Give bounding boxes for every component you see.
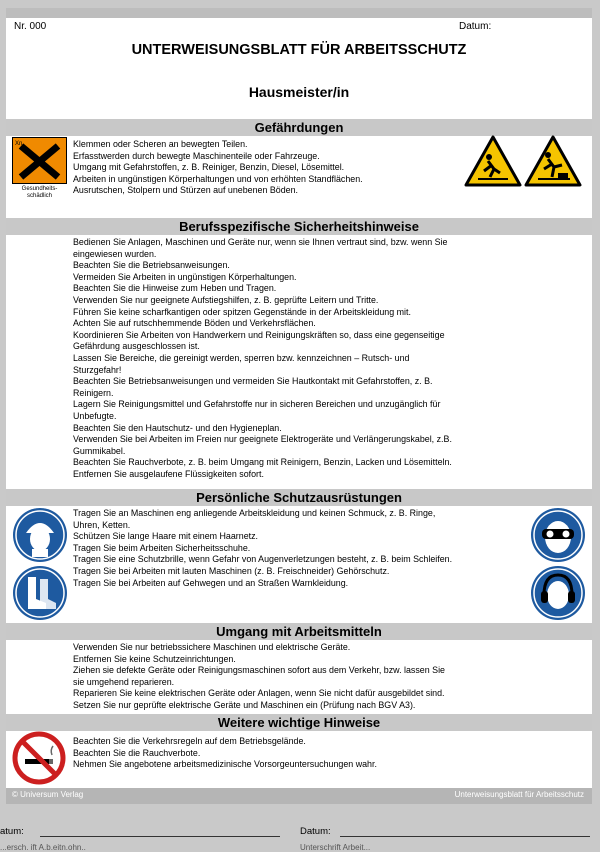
list-item: Gummikabel. bbox=[73, 445, 126, 456]
list-item: Nehmen Sie angebotene arbeitsmedizinische Vorsorgeuntersuchungen wahr. bbox=[73, 759, 377, 770]
list-item: Sturzgefahr! bbox=[73, 364, 122, 375]
list-item: Entfernen Sie ausgelaufene Flüssigkeiten sofort. bbox=[73, 468, 264, 479]
footer-bar bbox=[6, 788, 592, 804]
no-smoking-icon bbox=[12, 731, 66, 785]
list-item: Beachten Sie die Betriebsanweisungen. bbox=[73, 260, 230, 271]
list-item: Vermeiden Sie Arbeiten in ungünstigen Körperhaltungen. bbox=[73, 271, 297, 282]
top-bar bbox=[6, 8, 592, 18]
date-label: Datum: bbox=[459, 21, 492, 32]
slippery-surface-warning-icon bbox=[464, 135, 522, 187]
signature-caption-right: Unterschrift Arbeit... bbox=[300, 843, 371, 852]
list-item: Uhren, Ketten. bbox=[73, 519, 131, 530]
eye-protection-mandatory-icon bbox=[530, 507, 586, 563]
list-item: Entfernen Sie keine Schutzeinrichtungen. bbox=[73, 653, 236, 664]
page-subtitle: Hausmeister/in bbox=[248, 84, 350, 100]
list-item: eingewiesen wurden. bbox=[73, 248, 157, 259]
list-item: Gefährdung ausgeschlossen ist. bbox=[73, 341, 200, 352]
sicherheitshinweise-list bbox=[73, 237, 533, 480]
document-number: Nr. 000 bbox=[14, 21, 47, 32]
footer-title: Unterweisungsblatt für Arbeitsschutz bbox=[454, 790, 584, 799]
list-item: Beachten Sie den Hautschutz- und den Hygieneplan. bbox=[73, 422, 282, 433]
list-item: Beachten Sie die Verkehrsregeln auf dem Betriebsgelände. bbox=[73, 736, 306, 746]
signature-line-right[interactable] bbox=[340, 836, 590, 837]
list-item: Reparieren Sie keine elektrischen Geräte oder Anlagen, wenn Sie nicht dafür ausgebildet sind. bbox=[73, 688, 445, 699]
hazard-code: Xn bbox=[15, 141, 23, 147]
hazard-caption bbox=[12, 186, 67, 200]
list-item: Tragen Sie beim Arbeiten Sicherheitsschuhe. bbox=[73, 542, 251, 553]
list-item: Tragen Sie eine Schutzbrille, wenn Gefahr von Augenverletzungen besteht, z. B. beim Schleifen. bbox=[73, 554, 453, 565]
list-item: Reinigern. bbox=[73, 387, 114, 398]
list-item: Verwenden Sie nur betriebssichere Maschinen und elektrische Geräte. bbox=[73, 642, 351, 652]
section-header-sicherheitshinweise: Berufsspezifische Sicherheitshinweise bbox=[6, 218, 592, 235]
list-item: Führen Sie keine scharfkantigen oder spitzen Gegenstände in der Arbeitskleidung mit. bbox=[73, 306, 411, 317]
page-title: UNTERWEISUNGSBLATT FÜR ARBEITSSCHUTZ bbox=[131, 42, 467, 58]
signature-date-right-label: Datum: bbox=[300, 826, 331, 837]
hearing-protection-mandatory-icon bbox=[530, 565, 586, 621]
safety-boots-mandatory-icon bbox=[12, 565, 68, 621]
list-item: Setzen Sie nur geprüfte elektrische Geräte und Maschinen ein (Prüfung nach BGV A3). bbox=[73, 699, 416, 710]
document-sheet bbox=[6, 8, 592, 804]
section-header-arbeitsmittel: Umgang mit Arbeitsmitteln bbox=[6, 623, 592, 640]
weitere-hinweise-list bbox=[73, 736, 523, 771]
list-item: Beachten Sie Betriebsanweisungen und vermeiden Sie Hautkontakt mit Gefahrstoffen, z. B. bbox=[73, 376, 433, 387]
list-item: Bedienen Sie Anlagen, Maschinen und Geräte nur, wenn sie Ihnen vertraut sind, bzw. wenn Sie bbox=[73, 237, 448, 247]
list-item: Achten Sie auf rutschhemmende Böden und Verkehrsflächen. bbox=[73, 318, 316, 329]
list-item: Ziehen sie defekte Geräte oder Reinigungsmaschinen sofort aus dem Verkehr, bzw. lassen Sie bbox=[73, 665, 445, 676]
hazard-caption-line-2: schädlich bbox=[26, 193, 52, 199]
list-item: Beachten Sie die Rauchverbote. bbox=[73, 747, 201, 758]
list-item: Verwenden Sie bei Arbeiten im Freien nur geeignete Elektrogeräte und Verlängerungskabel, z.B. bbox=[73, 434, 452, 445]
list-item: Koordinieren Sie Arbeiten von Handwerkern und Reinigungskräften so, dass eine gegenseitige bbox=[73, 329, 445, 340]
signature-date-left-label: atum: bbox=[0, 826, 24, 837]
section-header-weitere-hinweise: Weitere wichtige Hinweise bbox=[6, 714, 592, 731]
list-item: Erfasstwerden durch bewegte Maschinenteile oder Fahrzeuge. bbox=[73, 150, 320, 161]
list-item: Schützen Sie lange Haare mit einem Haarnetz. bbox=[73, 531, 258, 542]
list-item: Tragen Sie bei Arbeiten auf Gehwegen und an Straßen Warnkleidung. bbox=[73, 577, 349, 588]
list-item: sie umgehend reparieren. bbox=[73, 676, 175, 687]
signature-caption-left: ...ersch. ift A.b.eitn.ohn.. bbox=[0, 843, 86, 852]
footer-copyright: © Universum Verlag bbox=[12, 790, 84, 799]
list-item: Ausrutschen, Stolpern und Stürzen auf unebenen Böden. bbox=[73, 185, 298, 196]
trip-hazard-warning-icon bbox=[524, 135, 582, 187]
list-item: Lagern Sie Reinigungsmittel und Gefahrstoffe nur in sicheren Bereichen und unzugänglich für bbox=[73, 399, 441, 410]
list-item: Tragen Sie an Maschinen eng anliegende Arbeitskleidung und keinen Schmuck, z. B. Ringe, bbox=[73, 508, 436, 518]
list-item: Unbefugte. bbox=[73, 410, 117, 421]
schutzausruestungen-list bbox=[73, 508, 533, 589]
hazard-caption-line-1: Gesundheits- bbox=[21, 186, 58, 192]
list-item: Arbeiten in ungünstigen Körperhaltungen und von erhöhten Standflächen. bbox=[73, 173, 363, 184]
list-item: Tragen Sie bei Arbeiten mit lauten Maschinen (z. B. Freischneider) Gehörschutz. bbox=[73, 565, 390, 576]
list-item: Umgang mit Gefahrstoffen, z. B. Reiniger, Benzin, Diesel, Lösemittel. bbox=[73, 162, 345, 173]
hairnet-mandatory-icon bbox=[12, 507, 68, 563]
list-item: Verwenden Sie nur geeignete Aufstiegshilfen, z. B. geprüfte Leitern und Tritte. bbox=[73, 294, 379, 305]
list-item: Beachten Sie die Hinweise zum Heben und Tragen. bbox=[73, 283, 277, 294]
list-item: Beachten Sie Rauchverbote, z. B. beim Umgang mit Reinigern, Benzin, Lacken und Lösemitteln. bbox=[73, 457, 452, 468]
section-header-schutzausruestungen: Persönliche Schutzausrüstungen bbox=[6, 489, 592, 506]
list-item: Lassen Sie Bereiche, die gereinigt werden, sperren bzw. kennzeichnen – Rutsch- und bbox=[73, 352, 410, 363]
list-item: Klemmen oder Scheren an bewegten Teilen. bbox=[73, 139, 248, 149]
arbeitsmittel-list bbox=[73, 642, 533, 712]
section-header-gefaehrdungen: Gefährdungen bbox=[6, 119, 592, 136]
signature-line-left[interactable] bbox=[40, 836, 280, 837]
gefaehrdungen-list bbox=[73, 139, 523, 197]
